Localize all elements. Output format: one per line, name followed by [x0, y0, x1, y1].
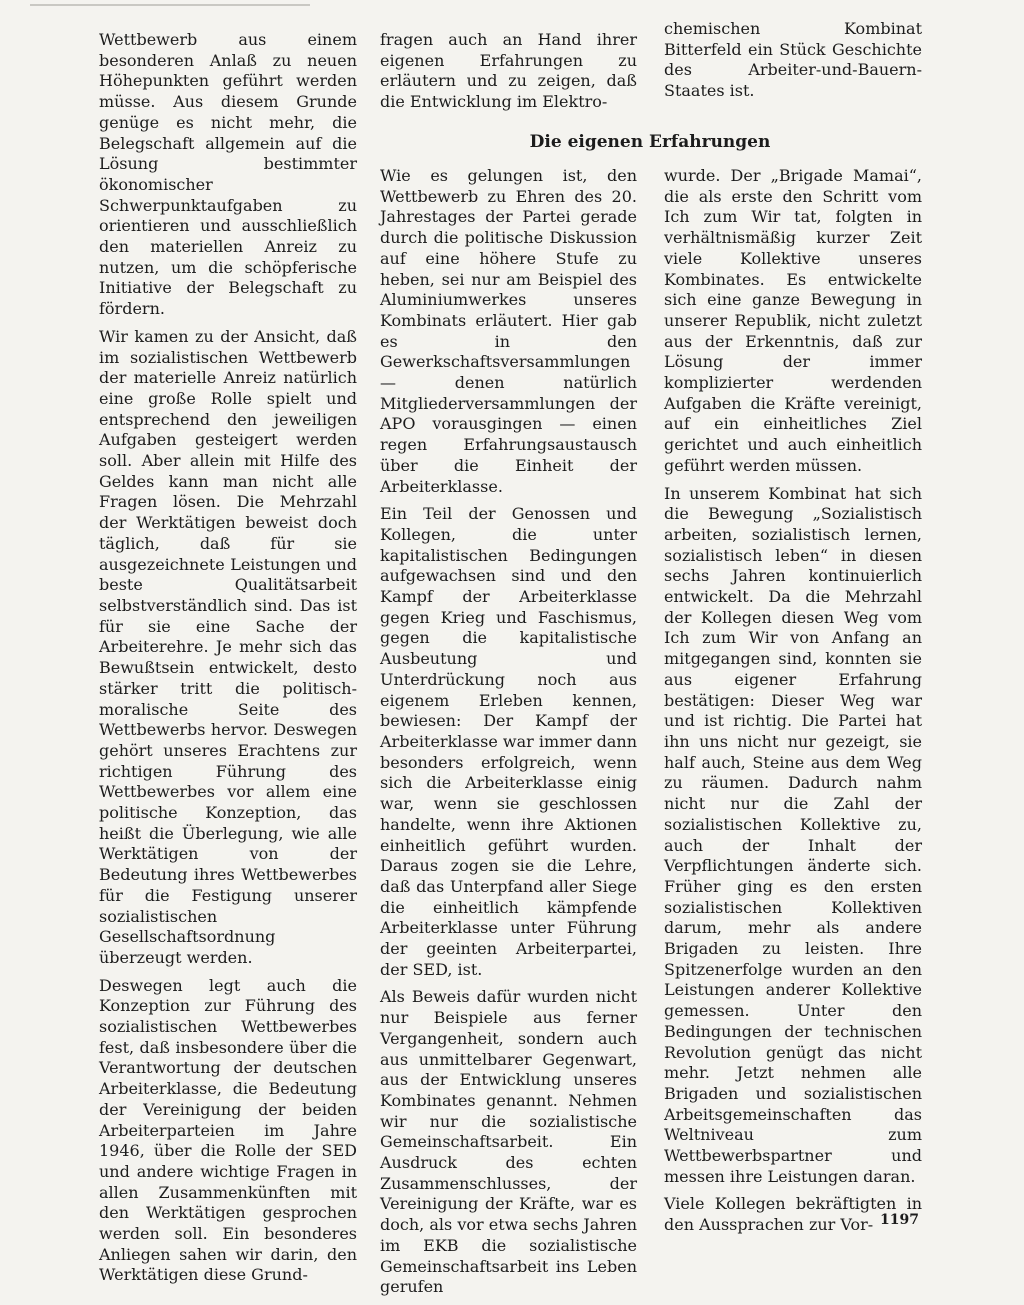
paragraph: Wettbewerb aus einem besonderen Anlaß zu neuen Höhepunkten geführt werden müsse. Aus diesem Grunde genüge es nicht mehr, die Belegschaft allgemein auf die Lösung bestimmter ökonomischer Schwerpunktaufgaben zu orientieren und ausschließlich den materiellen Anreiz zu nutzen, um die schöpferische Initiative der Belegschaft zu fördern.: [99, 30, 357, 319]
paragraph: In unserem Kombinat hat sich die Bewegung „Sozialistisch arbeiten, sozialistisch lernen, sozialistisch leben“ in diesen sechs Jahren kontinuierlich entwickelt. Da die Mehrzahl der Kollegen diesen Weg vom Ich zum Wir von Anfang an mitgegangen sind, konnten sie aus eigener Erfahrung bestätigen: Dieser Weg war und ist richtig. Die Partei hat ihn uns nicht nur gezeigt, sie half auch, Steine aus dem Weg zu räumen. Dadurch nahm nicht nur die Zahl der sozialistischen Kollektive zu, auch der Inhalt der Verpflichtungen änderte sich. Früher ging es den ersten sozialistischen Kollektiven darum, mehr als andere Brigaden zu leisten. Ihre Spitzenerfolge wurden an den Leistungen anderer Kollektive gemessen. Unter den Bedingungen der technischen Revolution genügt das nicht mehr. Jetzt nehmen alle Brigaden und sozialistischen Arbeitsgemeinschaften das Weltniveau zum Wettbewerbspartner und messen ihre Leistungen daran.: [664, 483, 922, 1186]
paragraph: chemischen Kombinat Bitterfeld ein Stück Geschichte des Arbeiter-und-Bauern-Staates ist.: [664, 19, 922, 101]
column-3: [664, 166, 922, 1243]
column-2: [380, 166, 637, 1305]
section-heading: Die eigenen Erfahrungen: [529, 132, 771, 152]
paragraph: Deswegen legt auch die Konzeption zur Führung des sozialistischen Wettbewerbes fest, daß insbesondere über die Verantwortung der deutschen Arbeiterklasse, die Bedeutung der Vereinigung der beiden Arbeiterparteien im Jahre 1946, über die Rolle der SED und andere wichtige Fragen in allen Zusammenkünften mit den Werktätigen gesprochen werden soll. Ein besonderes Anliegen sahen wir darin, den Werktätigen diese Grund-: [99, 975, 357, 1285]
paragraph: Viele Kollegen bekräftigten in den Aussprachen zur Vor-: [664, 1194, 922, 1235]
page-top-rule: [30, 4, 310, 6]
paragraph: wurde. Der „Brigade Mamai“, die als erste den Schritt vom Ich zum Wir tat, folgten in verhältnismäßig kurzer Zeit viele Kollektive unseres Kombinates. Es entwickelte sich eine ganze Bewegung in unserer Republik, nicht zuletzt aus der Erkenntnis, daß zur Lösung der immer komplizierter werdenden Aufgaben die Kräfte vereinigt, auf ein einheitliches Ziel gerichtet und auch einheitlich geführt werden müssen.: [664, 166, 922, 475]
column-1: [99, 30, 357, 1293]
paragraph: Wir kamen zu der Ansicht, daß im sozialistischen Wettbewerb der materielle Anreiz natürlich eine große Rolle spielt und entsprechend den jeweiligen Aufgaben gesteigert werden soll. Aber allein mit Hilfe des Geldes kann man nicht alle Fragen lösen. Die Mehrzahl der Werktätigen beweist doch täglich, daß für sie ausgezeichnete Leistungen und beste Qualitätsarbeit selbstverständlich sind. Das ist für sie eine Sache der Arbeiterehre. Je mehr sich das Bewußtsein entwickelt, desto stärker tritt die politisch-moralische Seite des Wettbewerbs hervor. Deswegen gehört unseres Erachtens zur richtigen Führung des Wettbewerbes vor allem eine politische Konzeption, das heißt die Überlegung, wie alle Werktätigen von der Bedeutung ihres Wettbewerbes für die Festigung unserer sozialistischen Gesellschaftsordnung überzeugt werden.: [99, 326, 357, 967]
column-2-top: [380, 30, 637, 120]
paragraph: fragen auch an Hand ihrer eigenen Erfahrungen zu erläutern und zu zeigen, daß die Entwicklung im Elektro-: [380, 30, 637, 112]
column-3-top: [664, 19, 922, 109]
paragraph: Als Beweis dafür wurden nicht nur Beispiele aus ferner Vergangenheit, sondern auch aus unmittelbarer Gegenwart, aus der Entwicklung unseres Kombinates genannt. Nehmen wir nur die sozialistische Gemeinschaftsarbeit. Ein Ausdruck des echten Zusammenschlusses, der Vereinigung der Kräfte, war es doch, als vor etwa sechs Jahren im EKB die sozialistische Gemeinschaftsarbeit ins Leben gerufen: [380, 987, 637, 1297]
paragraph: Wie es gelungen ist, den Wettbewerb zu Ehren des 20. Jahrestages der Partei gerade durch die politische Diskussion auf eine höhere Stufe zu heben, sei nur am Beispiel des Aluminiumwerkes unseres Kombinats erläutert. Hier gab es in den Gewerkschaftsversammlungen — denen natürlich Mitgliederversammlungen der APO vorausgingen — einen regen Erfahrungsaustausch über die Einheit der Arbeiterklasse.: [380, 166, 637, 496]
page-number: 1197: [880, 1212, 919, 1228]
paragraph: Ein Teil der Genossen und Kollegen, die unter kapitalistischen Bedingungen aufgewachsen sind und den Kampf der Arbeiterklasse gegen Krieg und Faschismus, gegen die kapitalistische Ausbeutung und Unterdrückung noch aus eigenem Erleben kennen, bewiesen: Der Kampf der Arbeiterklasse war immer dann besonders erfolgreich, wenn sich die Arbeiterklasse einig war, wenn sie geschlossen handelte, wenn ihre Aktionen einheitlich geführt wurden. Daraus zogen sie die Lehre, daß das Unterpfand aller Siege die einheitlich kämpfende Arbeiterklasse unter Führung der geeinten Arbeiterpartei, der SED, ist.: [380, 504, 637, 979]
